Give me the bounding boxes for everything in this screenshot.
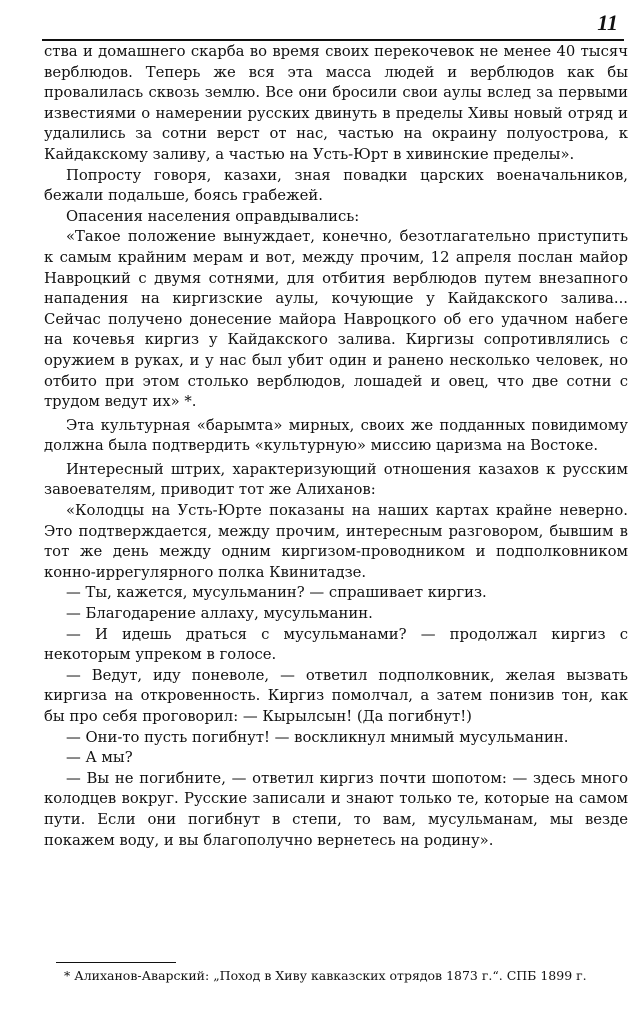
paragraph-plainly-speaking: Попросту говоря, казахи, зная повадки царских военачальников, бежали подальше, боясь грабежей. [44, 166, 628, 205]
quote-wells: «Колодцы на Усть-Юрте показаны на наших картах крайне неверно. Это подтверждается, между прочим, интересным разговором, бывшим в тот же день между одним киргизом-проводником и подполковником конно-иррегулярного полка Квинитадзе. [44, 502, 628, 581]
dialogue-line-6: — А мы? [66, 749, 133, 767]
dialogue-line-4: — Ведут, иду поневоле, — ответил подполковник, желая вызвать киргиза на откровенность. Киргиз помолчал, а затем понизив тон, как бы про себя проговорил: — Кырылсын! (Да погибнут!) [44, 666, 628, 725]
dialogue-line-3: — И идешь драться с мусульманами? — продолжал киргиз с некоторым упреком в голосе. [44, 625, 628, 664]
paragraph-fears-justified: Опасения населения оправдывались: [66, 207, 360, 225]
dialogue-line-1: — Ты, кажется, мусульманин? — спрашивает киргиз. [66, 584, 487, 602]
dialogue-line-7: — Вы не погибните, — ответил киргиз почти шопотом: — здесь много колодцев вокруг. Русские записали и знают только те, которые на самом пути. Если они погибнут в степи, то вам, мусульманам, мы везде покажем воду, и вы благополучно вернетесь на родину». [44, 769, 628, 849]
paragraph-continuation: ства и домашнего скарба во время своих перекочевок не менее 40 тысяч верблюдов. Теперь же вся эта масса людей и верблюдов как бы провалилась сквозь землю. Все они бросили свои аулы вслед за первыми известиями о намерении русских двинуть в пределы Хивы новый отряд и удалились за сотни верст от нас, частью на окраину полуострова, к Кайдакскому заливу, а частью на Усть-Юрт в хивинские пределы». [44, 43, 628, 163]
body-text [44, 42, 628, 851]
footnote-rule [56, 962, 176, 963]
quote-navrotsky-raid: «Такое положение вынуждает, конечно, безотлагательно приступить к самым крайним мерам и вот, между прочим, 12 апреля послан майор Навроцкий с двумя сотнями, для отбития верблюдов путем внезапного нападения на киргизские аулы, кочующие у Кайдакского залива... Сейчас получено донесение майора Навроцкого об его удачном набеге на кочевья киргиз у Кайдакского залива. Киргизы сопротивлялись с оружием в руках, и у нас был убит один и ранено несколько человек, но отбито при этом столько верблюдов, лошадей и овец, что две сотни с трудом ведут их» *. [44, 228, 628, 411]
page-header [42, 8, 624, 36]
paragraph-barymta: Эта культурная «барымта» мирных, своих же подданных повидимому должна была подтвердить «культурную» миссию царизма на Востоке. [44, 416, 628, 455]
footnote: * Алиханов-Аварский: „Поход в Хиву кавказских отрядов 1873 г.“. СПБ 1899 г. [64, 968, 587, 983]
header-rule [42, 39, 624, 41]
paragraph-interesting-stroke: Интересный штрих, характеризующий отношения казахов к русским завоевателям, приводит тот же Алиханов: [44, 460, 628, 499]
dialogue-line-5: — Они-то пусть погибнут! — воскликнул мнимый мусульманин. [66, 728, 569, 746]
page-number: 11 [597, 10, 618, 35]
dialogue-line-2: — Благодарение аллаху, мусульманин. [66, 605, 373, 623]
